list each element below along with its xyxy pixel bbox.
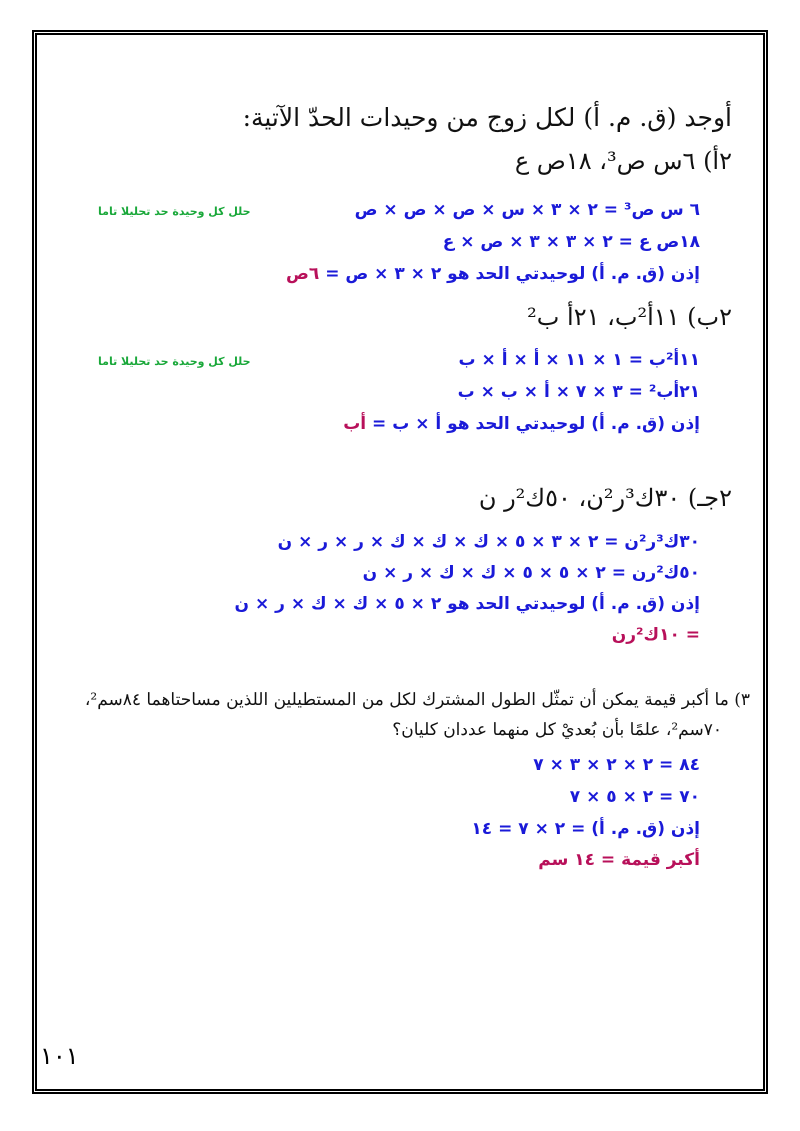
problem-2b-note: حلل كل وحيدة حد تحليلا تاما <box>98 355 251 368</box>
problem-2a-answer: ٦ص <box>286 264 320 284</box>
page-title: أوجد (ق. م. أ) لكل زوج من وحيدات الحدّ الآتية: <box>242 103 732 132</box>
question-3-work-2: ٧٠ = ٢ × ٥ × ٧ <box>569 787 700 807</box>
problem-2a-heading: ٢أ) ٦س ص³، ١٨ص ع <box>514 147 732 175</box>
question-3-work-1: ٨٤ = ٢ × ٢ × ٣ × ٧ <box>533 755 700 775</box>
problem-2b-work-2: ٢١أب² = ٣ × ٧ × أ × ب × ب <box>457 382 700 402</box>
problem-2a-conclusion: إذن (ق. م. أ) لوحيدتي الحد هو ٢ × ٣ × ص = <box>319 264 700 284</box>
problem-2c-heading: ٢جـ) ٣٠ك³ر²ن، ٥٠ك²ر ن <box>478 484 732 512</box>
problem-2b-conclusion: إذن (ق. م. أ) لوحيدتي الحد هو أ × ب = <box>366 414 700 434</box>
problem-2b-answer: أب <box>343 414 367 434</box>
problem-2a-work-1: ٦ س ص³ = ٢ × ٣ × س × ص × ص × ص <box>354 200 700 220</box>
page-border <box>32 30 768 1094</box>
problem-2c-work-2: ٥٠ك²رن = ٢ × ٥ × ٥ × ك × ك × ر × ن <box>362 563 700 583</box>
problem-2b-conclusion-row <box>343 414 700 434</box>
problem-2c-answer: = ١٠ك²رن <box>611 625 700 645</box>
question-3-work-3: إذن (ق. م. أ) = ٢ × ٧ = ١٤ <box>471 819 700 839</box>
question-3-line-2: ٧٠سم²، علمًا بأن بُعديْ كل منهما عددان كليان؟ <box>392 720 722 740</box>
problem-2b-heading: ٢ب) ١١أ²ب، ٢١أ ب² <box>527 303 732 331</box>
question-3-line-1: ٣) ما أكبر قيمة يمكن أن تمثّل الطول المشترك لكل من المستطيلين اللذين مساحتاهما ٨٤سم²، <box>84 690 750 710</box>
problem-2c-work-1: ٣٠ك³ر²ن = ٢ × ٣ × ٥ × ك × ك × ك × ر × ر × ن <box>277 532 700 552</box>
page-number: ١٠١ <box>40 1042 79 1070</box>
problem-2a-conclusion-row <box>286 264 700 284</box>
problem-2c-conclusion: إذن (ق. م. أ) لوحيدتي الحد هو ٢ × ٥ × ك × ك × ر × ن <box>234 594 700 614</box>
problem-2b-work-1: ١١أ²ب = ١ × ١١ × أ × أ × ب <box>458 350 700 370</box>
problem-2a-note: حلل كل وحيدة حد تحليلا تاما <box>98 205 251 218</box>
problem-2a-work-2: ١٨ص ع = ٢ × ٣ × ٣ × ص × ع <box>442 232 700 252</box>
question-3-answer: أكبر قيمة = ١٤ سم <box>538 850 700 870</box>
